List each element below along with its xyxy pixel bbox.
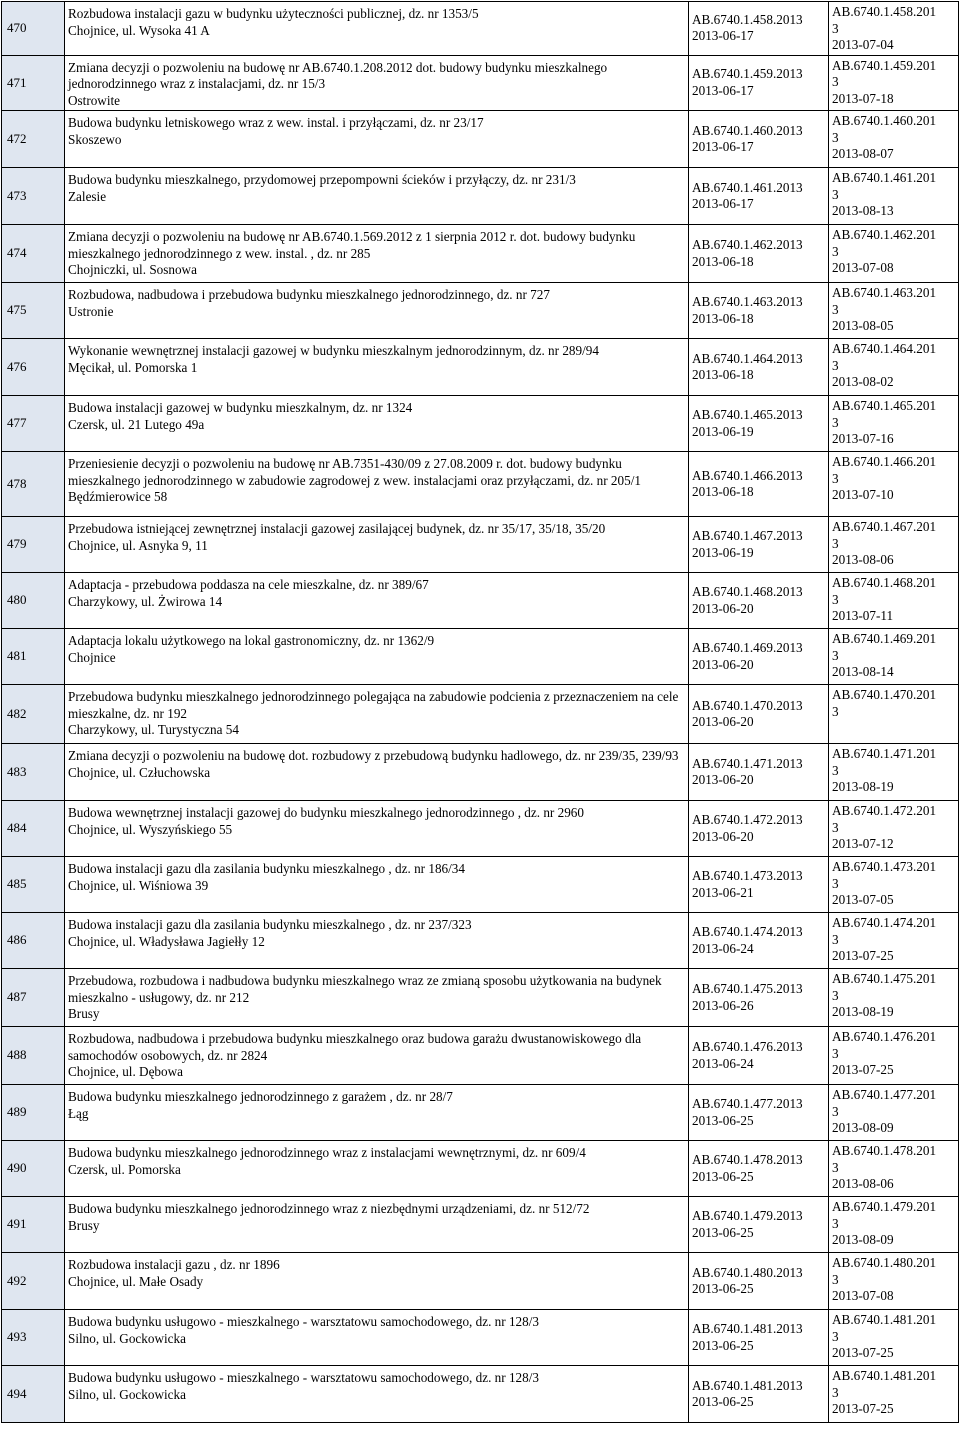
row-number: 490 <box>2 1141 65 1197</box>
application-reference: AB.6740.1.479.2013 2013-06-25 <box>689 1197 829 1253</box>
permit-description: Przebudowa istniejącej zewnętrznej instalacji gazowej zasilającej budynek, dz. nr 35/17, 35/18, 35/20 Chojnice, ul. Asnyka 9, 11 <box>65 517 689 573</box>
application-reference: AB.6740.1.459.2013 2013-06-17 <box>689 55 829 111</box>
table-row <box>2 2 959 56</box>
application-reference: AB.6740.1.474.2013 2013-06-24 <box>689 913 829 969</box>
table-row <box>2 1197 959 1253</box>
row-number: 489 <box>2 1085 65 1141</box>
row-number: 491 <box>2 1197 65 1253</box>
row-number: 473 <box>2 168 65 225</box>
permit-description: Rozbudowa instalacji gazu , dz. nr 1896 Chojnice, ul. Małe Osady <box>65 1253 689 1310</box>
decision-reference: AB.6740.1.479.201 3 2013-08-09 <box>829 1197 959 1253</box>
permit-description: Budowa instalacji gazowej w budynku mieszkalnym, dz. nr 1324 Czersk, ul. 21 Lutego 49a <box>65 396 689 452</box>
decision-reference: AB.6740.1.470.201 3 <box>829 685 959 744</box>
application-reference: AB.6740.1.477.2013 2013-06-25 <box>689 1085 829 1141</box>
table-row <box>2 1141 959 1197</box>
table-row <box>2 55 959 111</box>
application-reference: AB.6740.1.468.2013 2013-06-20 <box>689 573 829 629</box>
row-number: 480 <box>2 573 65 629</box>
table-row <box>2 744 959 801</box>
table-row <box>2 396 959 452</box>
application-reference: AB.6740.1.473.2013 2013-06-21 <box>689 857 829 913</box>
table-row <box>2 225 959 283</box>
permit-description: Wykonanie wewnętrznej instalacji gazowej w budynku mieszkalnym jednorodzinnym, dz. nr 289/94 Męcikał, ul. Pomorska 1 <box>65 339 689 396</box>
row-number: 476 <box>2 339 65 396</box>
table-row <box>2 517 959 573</box>
table-row <box>2 629 959 685</box>
application-reference: AB.6740.1.471.2013 2013-06-20 <box>689 744 829 801</box>
permit-description: Zmiana decyzji o pozwoleniu na budowę nr AB.6740.1.569.2012 z 1 sierpnia 2012 r. dot. budowy budynku mieszkalnego jednorodzinnego z wew. instal. , dz. nr 285 Chojniczki, ul. Sosnowa <box>65 225 689 283</box>
table-row <box>2 168 959 225</box>
permit-description: Budowa instalacji gazu dla zasilania budynku mieszkalnego , dz. nr 237/323 Chojnice, ul. Władysława Jagiełły 12 <box>65 913 689 969</box>
permit-description: Zmiana decyzji o pozwoleniu na budowę dot. rozbudowy z przebudową budynku hadlowego, dz. nr 239/35, 239/93 Chojnice, ul. Człuchowska <box>65 744 689 801</box>
application-reference: AB.6740.1.481.2013 2013-06-25 <box>689 1310 829 1366</box>
table-row <box>2 1310 959 1366</box>
application-reference: AB.6740.1.462.2013 2013-06-18 <box>689 225 829 283</box>
row-number: 484 <box>2 801 65 857</box>
table-row <box>2 857 959 913</box>
application-reference: AB.6740.1.476.2013 2013-06-24 <box>689 1027 829 1085</box>
row-number: 486 <box>2 913 65 969</box>
permit-description: Rozbudowa instalacji gazu w budynku użyteczności publicznej, dz. nr 1353/5 Chojnice, ul. Wysoka 41 A <box>65 2 689 56</box>
permit-description: Przebudowa, rozbudowa i nadbudowa budynku mieszkalnego wraz ze zmianą sposobu użytkowania na budynek mieszkalno - usługowy, dz. nr 212 Brusy <box>65 969 689 1027</box>
decision-reference: AB.6740.1.467.201 3 2013-08-06 <box>829 517 959 573</box>
row-number: 482 <box>2 685 65 744</box>
table-row <box>2 573 959 629</box>
decision-reference: AB.6740.1.473.201 3 2013-07-05 <box>829 857 959 913</box>
decision-reference: AB.6740.1.480.201 3 2013-07-08 <box>829 1253 959 1310</box>
table-row <box>2 111 959 168</box>
decision-reference: AB.6740.1.469.201 3 2013-08-14 <box>829 629 959 685</box>
table-row <box>2 801 959 857</box>
application-reference: AB.6740.1.461.2013 2013-06-17 <box>689 168 829 225</box>
permit-description: Budowa budynku mieszkalnego, przydomowej przepompowni ścieków i przyłączy, dz. nr 231/3 Zalesie <box>65 168 689 225</box>
application-reference: AB.6740.1.480.2013 2013-06-25 <box>689 1253 829 1310</box>
application-reference: AB.6740.1.460.2013 2013-06-17 <box>689 111 829 168</box>
application-reference: AB.6740.1.470.2013 2013-06-20 <box>689 685 829 744</box>
permits-table-body <box>2 2 959 1423</box>
decision-reference: AB.6740.1.460.201 3 2013-08-07 <box>829 111 959 168</box>
application-reference: AB.6740.1.465.2013 2013-06-19 <box>689 396 829 452</box>
permit-description: Przeniesienie decyzji o pozwoleniu na budowę nr AB.7351-430/09 z 27.08.2009 r. dot. budowy budynku mieszkalnego jednorodzinnego w zabudowie zagrodowej z wew. instalacjami oraz przyłączami, dz. nr 205/1 Będźmierowice 58 <box>65 452 689 517</box>
row-number: 477 <box>2 396 65 452</box>
table-row <box>2 1253 959 1310</box>
decision-reference: AB.6740.1.481.201 3 2013-07-25 <box>829 1310 959 1366</box>
table-row <box>2 283 959 339</box>
decision-reference: AB.6740.1.472.201 3 2013-07-12 <box>829 801 959 857</box>
decision-reference: AB.6740.1.463.201 3 2013-08-05 <box>829 283 959 339</box>
table-row <box>2 1085 959 1141</box>
decision-reference: AB.6740.1.464.201 3 2013-08-02 <box>829 339 959 396</box>
decision-reference: AB.6740.1.481.201 3 2013-07-25 <box>829 1366 959 1423</box>
row-number: 488 <box>2 1027 65 1085</box>
decision-reference: AB.6740.1.476.201 3 2013-07-25 <box>829 1027 959 1085</box>
table-row <box>2 452 959 517</box>
row-number: 481 <box>2 629 65 685</box>
permit-description: Budowa budynku mieszkalnego jednorodzinnego wraz z instalacjami wewnętrznymi, dz. nr 609/4 Czersk, ul. Pomorska <box>65 1141 689 1197</box>
application-reference: AB.6740.1.464.2013 2013-06-18 <box>689 339 829 396</box>
application-reference: AB.6740.1.481.2013 2013-06-25 <box>689 1366 829 1423</box>
permit-description: Przebudowa budynku mieszkalnego jednorodzinnego polegająca na zabudowie podcienia z przeznaczeniem na cele mieszkalne, dz. nr 192 Charzykowy, ul. Turystyczna 54 <box>65 685 689 744</box>
row-number: 479 <box>2 517 65 573</box>
permit-description: Budowa budynku mieszkalnego jednorodzinnego wraz z niezbędnymi urządzeniami, dz. nr 512/72 Brusy <box>65 1197 689 1253</box>
application-reference: AB.6740.1.469.2013 2013-06-20 <box>689 629 829 685</box>
row-number: 483 <box>2 744 65 801</box>
decision-reference: AB.6740.1.458.201 3 2013-07-04 <box>829 2 959 56</box>
table-row <box>2 339 959 396</box>
permit-description: Rozbudowa, nadbudowa i przebudowa budynku mieszkalnego jednorodzinnego, dz. nr 727 Ustronie <box>65 283 689 339</box>
permit-description: Budowa instalacji gazu dla zasilania budynku mieszkalnego , dz. nr 186/34 Chojnice, ul. Wiśniowa 39 <box>65 857 689 913</box>
table-row <box>2 969 959 1027</box>
decision-reference: AB.6740.1.468.201 3 2013-07-11 <box>829 573 959 629</box>
row-number: 493 <box>2 1310 65 1366</box>
table-row <box>2 685 959 744</box>
application-reference: AB.6740.1.475.2013 2013-06-26 <box>689 969 829 1027</box>
row-number: 474 <box>2 225 65 283</box>
decision-reference: AB.6740.1.477.201 3 2013-08-09 <box>829 1085 959 1141</box>
permit-description: Zmiana decyzji o pozwoleniu na budowę nr AB.6740.1.208.2012 dot. budowy budynku mieszkalnego jednorodzinnego wraz z instalacjami, dz. nr 15/3 Ostrowite <box>65 55 689 111</box>
row-number: 475 <box>2 283 65 339</box>
application-reference: AB.6740.1.478.2013 2013-06-25 <box>689 1141 829 1197</box>
row-number: 494 <box>2 1366 65 1423</box>
permit-description: Budowa budynku usługowo - mieszkalnego - warsztatowu samochodowego, dz. nr 128/3 Silno, ul. Gockowicka <box>65 1366 689 1423</box>
permits-table <box>1 1 959 1423</box>
decision-reference: AB.6740.1.474.201 3 2013-07-25 <box>829 913 959 969</box>
permit-description: Adaptacja - przebudowa poddasza na cele mieszkalne, dz. nr 389/67 Charzykowy, ul. Żwirowa 14 <box>65 573 689 629</box>
decision-reference: AB.6740.1.462.201 3 2013-07-08 <box>829 225 959 283</box>
row-number: 492 <box>2 1253 65 1310</box>
row-number: 478 <box>2 452 65 517</box>
permit-description: Budowa wewnętrznej instalacji gazowej do budynku mieszkalnego jednorodzinnego , dz. nr 2960 Chojnice, ul. Wyszyńskiego 55 <box>65 801 689 857</box>
decision-reference: AB.6740.1.465.201 3 2013-07-16 <box>829 396 959 452</box>
application-reference: AB.6740.1.458.2013 2013-06-17 <box>689 2 829 56</box>
row-number: 487 <box>2 969 65 1027</box>
application-reference: AB.6740.1.467.2013 2013-06-19 <box>689 517 829 573</box>
application-reference: AB.6740.1.466.2013 2013-06-18 <box>689 452 829 517</box>
permit-description: Adaptacja lokalu użytkowego na lokal gastronomiczny, dz. nr 1362/9 Chojnice <box>65 629 689 685</box>
permit-description: Budowa budynku usługowo - mieszkalnego - warsztatowu samochodowego, dz. nr 128/3 Silno, ul. Gockowicka <box>65 1310 689 1366</box>
permit-description: Budowa budynku mieszkalnego jednorodzinnego z garażem , dz. nr 28/7 Łąg <box>65 1085 689 1141</box>
decision-reference: AB.6740.1.478.201 3 2013-08-06 <box>829 1141 959 1197</box>
table-row <box>2 913 959 969</box>
decision-reference: AB.6740.1.475.201 3 2013-08-19 <box>829 969 959 1027</box>
row-number: 472 <box>2 111 65 168</box>
table-row <box>2 1366 959 1423</box>
application-reference: AB.6740.1.472.2013 2013-06-20 <box>689 801 829 857</box>
decision-reference: AB.6740.1.466.201 3 2013-07-10 <box>829 452 959 517</box>
table-row <box>2 1027 959 1085</box>
row-number: 471 <box>2 55 65 111</box>
decision-reference: AB.6740.1.461.201 3 2013-08-13 <box>829 168 959 225</box>
permit-description: Budowa budynku letniskowego wraz z wew. instal. i przyłączami, dz. nr 23/17 Skoszewo <box>65 111 689 168</box>
decision-reference: AB.6740.1.459.201 3 2013-07-18 <box>829 55 959 111</box>
application-reference: AB.6740.1.463.2013 2013-06-18 <box>689 283 829 339</box>
row-number: 485 <box>2 857 65 913</box>
row-number: 470 <box>2 2 65 56</box>
permit-description: Rozbudowa, nadbudowa i przebudowa budynku mieszkalnego oraz budowa garażu dwustanowiskowego dla samochodów osobowych, dz. nr 2824 Chojnice, ul. Dębowa <box>65 1027 689 1085</box>
decision-reference: AB.6740.1.471.201 3 2013-08-19 <box>829 744 959 801</box>
